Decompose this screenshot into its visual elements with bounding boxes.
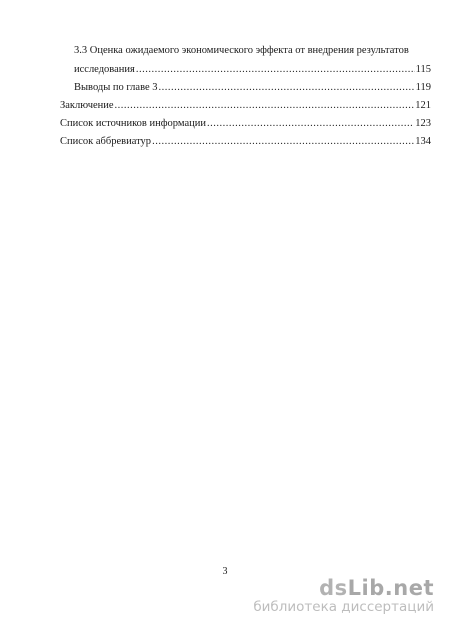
watermark-brand xyxy=(253,577,434,599)
toc-dot-leader xyxy=(115,99,415,112)
toc-page-number: 119 xyxy=(415,82,431,93)
toc-dot-leader xyxy=(152,135,414,148)
toc-entry-3-3 xyxy=(74,63,431,76)
toc-page-number: 115 xyxy=(415,64,431,75)
toc-dot-leader xyxy=(159,81,415,94)
toc-entry-label: Заключение xyxy=(60,100,114,111)
toc-entry-conclusion xyxy=(60,99,431,112)
watermark-tagline: библиотека диссертаций xyxy=(253,599,434,615)
watermark-logo xyxy=(253,577,434,615)
toc-page-number: 123 xyxy=(415,118,431,129)
watermark-brand-ds: ds xyxy=(319,576,348,600)
watermark-brand-lib: Lib.net xyxy=(347,576,434,600)
toc-entry-label: Список источников информации xyxy=(60,118,206,129)
toc-dot-leader xyxy=(136,63,415,76)
toc-entry-sources xyxy=(60,117,431,130)
toc-entry-conclusions-ch3 xyxy=(74,81,431,94)
toc-entry-label: исследования xyxy=(74,64,135,75)
toc-entry-label: Выводы по главе 3 xyxy=(74,82,158,93)
toc-dot-leader xyxy=(207,117,414,130)
toc-page-number: 134 xyxy=(415,136,431,147)
toc-entry-3-3-title: 3.3 Оценка ожидаемого экономического эффекта от внедрения результатов xyxy=(74,45,409,56)
toc-page-number: 121 xyxy=(415,100,431,111)
page-number: 3 xyxy=(222,566,228,577)
toc-entry-label: Список аббревиатур xyxy=(60,136,152,147)
toc-entry-abbreviations xyxy=(60,135,431,148)
